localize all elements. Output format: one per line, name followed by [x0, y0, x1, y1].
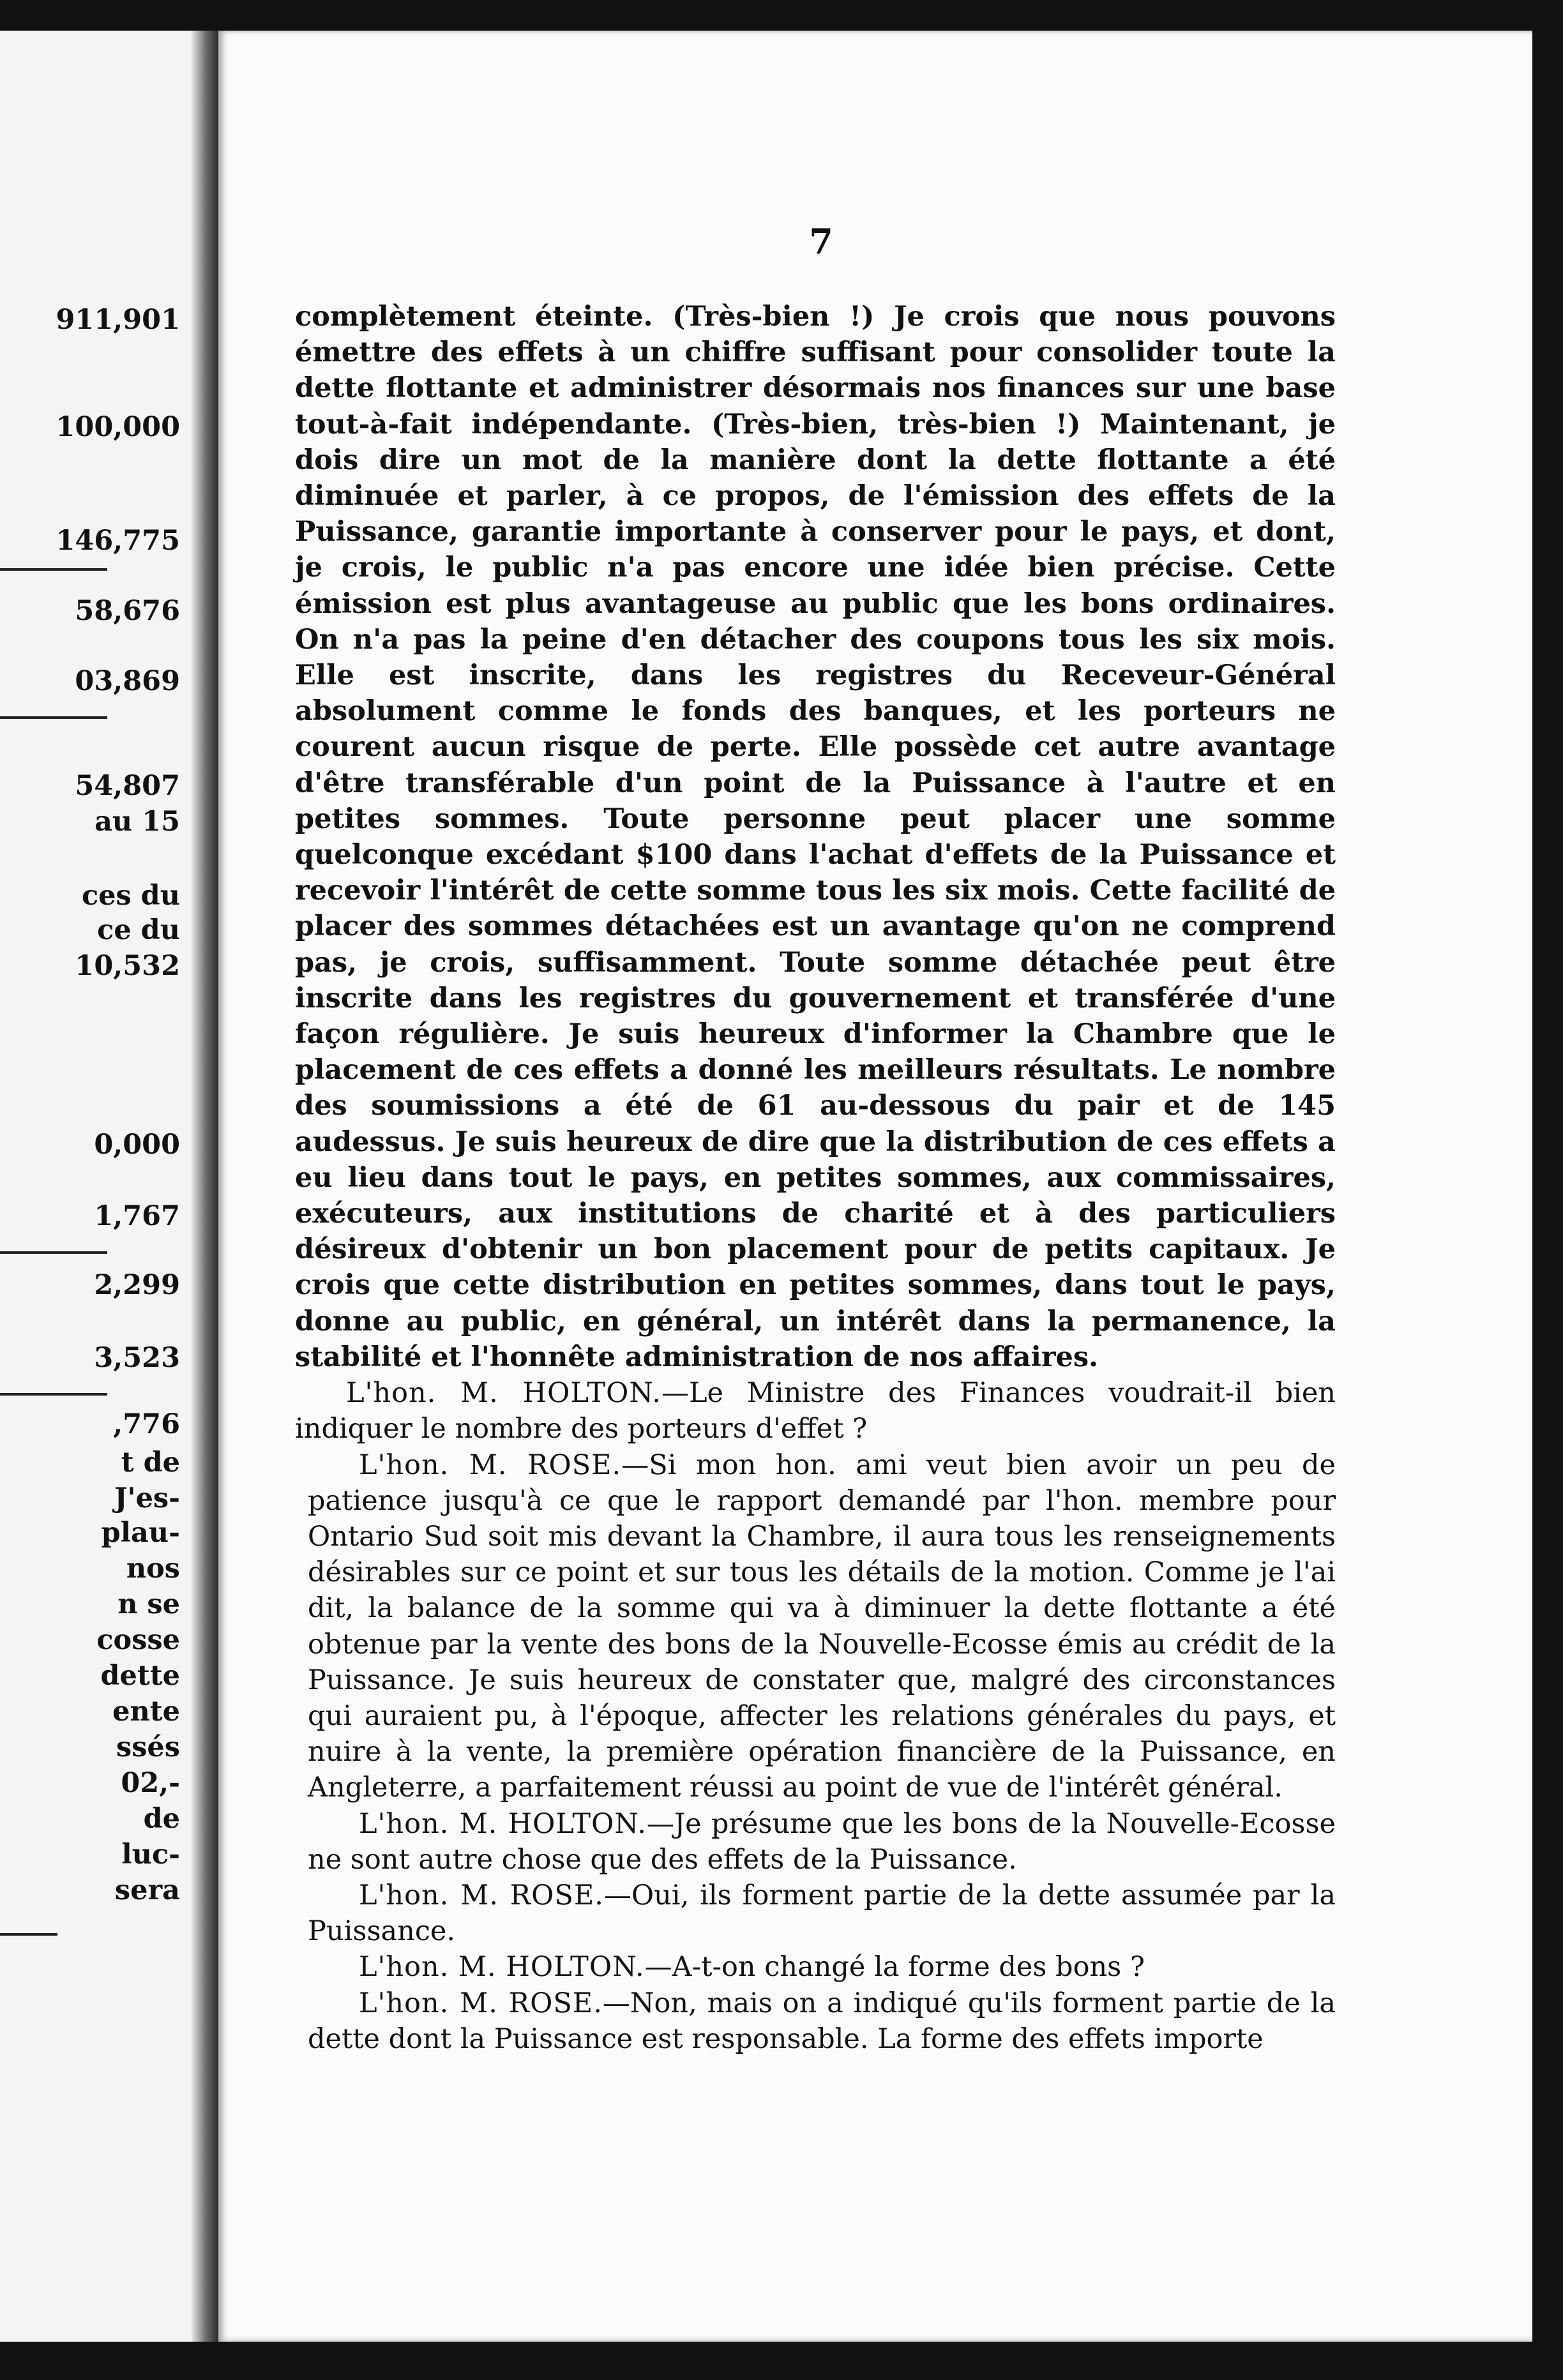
- speaker-name: L'hon. M. HOLTON.: [359, 1807, 647, 1840]
- document-page: [218, 31, 1532, 2342]
- sum-rule: [0, 1251, 107, 1254]
- left-fragment: 10,532: [75, 950, 180, 982]
- left-fragment: sera: [114, 1874, 180, 1906]
- sum-rule: [0, 568, 107, 571]
- speaker-name: L'hon. M. HOLTON.: [346, 1377, 661, 1410]
- left-fragment: 2,299: [94, 1269, 180, 1301]
- speech-paragraph: [295, 1878, 1336, 1949]
- left-fragment: 911,901: [56, 304, 180, 336]
- speaker-name: L'hon. M. HOLTON.: [359, 1951, 645, 1984]
- scan-border-top: [0, 0, 1563, 31]
- left-fragment: ces du: [81, 880, 180, 912]
- speech-text: —Oui, ils forment partie de la dette assumée par la Puissance.: [308, 1879, 1336, 1948]
- left-fragment: nos: [126, 1553, 180, 1585]
- page-number: 7: [809, 221, 833, 262]
- left-fragment: t de: [121, 1447, 180, 1479]
- left-fragment: J'es-: [114, 1482, 180, 1514]
- left-fragment: ente: [112, 1696, 180, 1728]
- previous-page-fragment: [0, 31, 211, 2342]
- left-fragment: ce du: [97, 914, 180, 946]
- book-gutter: [192, 31, 218, 2342]
- speech-paragraph: [295, 1447, 1336, 1806]
- scan-border-right: [1532, 0, 1563, 2380]
- speech-text: —Non, mais on a indiqué qu'ils forment partie de la dette dont la Puissance est responsable. La forme des effets importe: [308, 1987, 1336, 2055]
- left-fragment: plau-: [101, 1517, 180, 1549]
- left-fragment: 58,676: [75, 595, 180, 627]
- speech-paragraph: [295, 1806, 1336, 1878]
- left-fragment: 146,775: [56, 525, 180, 557]
- left-fragment: dette: [100, 1660, 180, 1692]
- left-fragment: 0,000: [94, 1129, 180, 1161]
- speech-text: —Je présume que les bons de la Nouvelle-Ecosse ne sont autre chose que des effets de la Puissance.: [308, 1807, 1336, 1876]
- paragraph: complètement éteinte. (Très-bien !) Je crois que nous pouvons émettre des effets à un chiffre suffisant pour consolider toute la dette flottante et administrer désormais nos finances sur une base tout-à-fait indépendante. (Très-bien, très-bien !) Maintenant, je dois dire un mot de la manière dont la dette flottante a été diminuée et parler, à ce propos, de l'émission des effets de la Puissance, garantie importante à conserver pour le pays, et dont, je crois, le public n'a pas encore une idée bien précise. Cette émission est plus avantageuse au public que les bons ordinaires. On n'a pas la peine d'en détacher des coupons tous les six mois. Elle est inscrite, dans les registres du Receveur-Général absolument comme le fonds des banques, et les porteurs ne courent aucun risque de perte. Elle possède cet autre avantage d'être transférable d'un point de la Puissance à l'autre et en petites sommes. Toute personne peut placer une somme quelconque excédant $100 dans l'achat d'effets de la Puissance et recevoir l'intérêt de cette somme tous les six mois. Cette facilité de placer des sommes détachées est un avantage qu'on ne comprend pas, je crois, suffisamment. Toute somme détachée peut être inscrite dans les registres du gouvernement et transférée d'une façon régulière. Je suis heureux d'informer la Chambre que le placement de ces effets a donné les meilleurs résultats. Le nombre des soumissions a été de 61 au-dessous du pair et de 145 audessus. Je suis heureux de dire que la distribution de ces effets a eu lieu dans tout le pays, en petites sommes, aux commissaires, exécuteurs, aux institutions de charité et à des particuliers désireux d'obtenir un bon placement pour de petits capitaux. Je crois que cette distribution en petites sommes, dans tout le pays, donne au public, en général, un intérêt dans la permanence, la stabilité et l'honnête administration de nos affaires.: [295, 301, 1336, 1373]
- speech-paragraph: [295, 1985, 1336, 2057]
- end-rule: [0, 1933, 57, 1936]
- speech-text: —Si mon hon. ami veut bien avoir un peu de patience jusqu'à ce que le rapport demandé par l'hon. membre pour Ontario Sud soit mis devant la Chambre, il aura tous les renseignements désirables sur ce point et sur tous les détails de la motion. Comme je l'ai dit, la balance de la somme qui va à diminuer la dette flottante a été obtenue par la vente des bons de la Nouvelle-Ecosse émis au crédit de la Puissance. Je suis heureux de constater que, malgré des circonstances qui auraient pu, à l'époque, affecter les relations générales du pays, et nuire à la vente, la première opération financière de la Puissance, en Angleterre, a parfaitement réussi au point de vue de l'intérêt général.: [308, 1449, 1336, 1804]
- left-fragment: 100,000: [56, 411, 180, 443]
- speech-text: —Le Ministre des Finances voudrait-il bien indiquer le nombre des porteurs d'effet ?: [295, 1377, 1336, 1445]
- left-fragment: 1,767: [94, 1200, 180, 1232]
- scan-border-bottom: [0, 2342, 1563, 2380]
- sum-rule: [0, 716, 107, 719]
- speech-paragraph: [295, 1375, 1336, 1447]
- left-fragment: de: [143, 1803, 180, 1835]
- speech-text: —A-t-on changé la forme des bons ?: [644, 1951, 1145, 1984]
- sum-rule: [0, 1393, 107, 1396]
- left-fragment: 3,523: [94, 1342, 180, 1374]
- left-fragment: n se: [117, 1588, 180, 1620]
- speaker-name: L'hon. M. ROSE.: [359, 1879, 604, 1911]
- left-fragment: 03,869: [75, 665, 180, 697]
- left-fragment: 02,-: [121, 1767, 180, 1799]
- left-fragment: au 15: [94, 806, 180, 838]
- left-fragment: cosse: [96, 1624, 180, 1656]
- body-text: [295, 299, 1336, 2057]
- speaker-name: L'hon. M. ROSE.: [359, 1987, 603, 2019]
- left-fragment: 54,807: [75, 770, 180, 802]
- speaker-name: L'hon. M. ROSE.: [359, 1449, 622, 1481]
- left-fragment: ,776: [113, 1408, 180, 1440]
- speech-paragraph: [295, 1949, 1336, 1985]
- left-fragment: luc-: [121, 1839, 180, 1871]
- left-fragment: ssés: [116, 1731, 180, 1763]
